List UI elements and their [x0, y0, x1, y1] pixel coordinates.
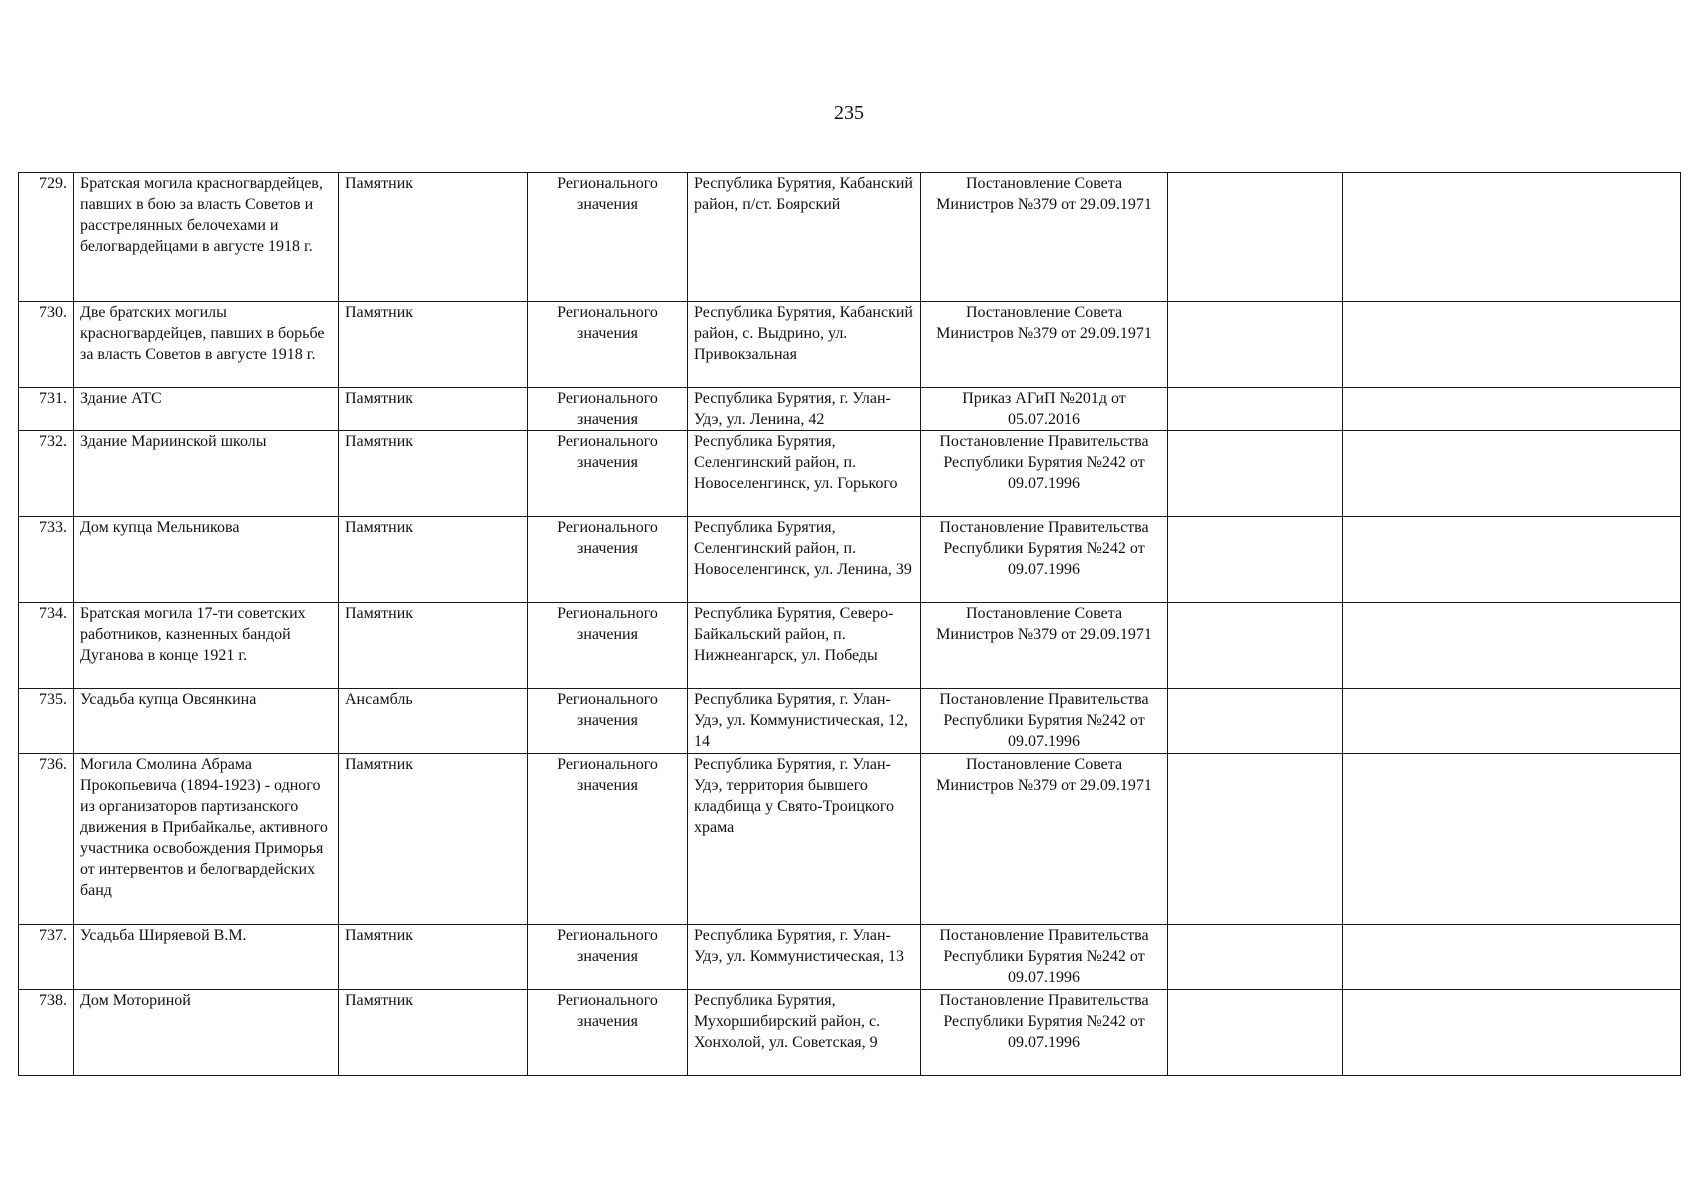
object-category: Регионального значения: [528, 388, 688, 431]
object-address: Республика Бурятия, г. Улан-Удэ, ул. Коммунистическая, 13: [688, 925, 921, 990]
empty-cell: [1168, 603, 1343, 689]
object-category: Регионального значения: [528, 925, 688, 990]
empty-cell: [1343, 990, 1681, 1076]
object-name: Братская могила 17-ти советских работников, казненных бандой Дуганова в конце 1921 г.: [74, 603, 339, 689]
object-type: Памятник: [339, 388, 528, 431]
object-address: Республика Бурятия, г. Улан-Удэ, территория бывшего кладбища у Свято-Троицкого храма: [688, 754, 921, 925]
row-number: 729.: [19, 173, 74, 302]
row-number: 736.: [19, 754, 74, 925]
object-category: Регионального значения: [528, 754, 688, 925]
object-type: Памятник: [339, 925, 528, 990]
object-name: Дом Моториной: [74, 990, 339, 1076]
object-category: Регионального значения: [528, 990, 688, 1076]
legal-document: Постановление Совета Министров №379 от 29.09.1971: [921, 754, 1168, 925]
object-name: Две братских могилы красногвардейцев, павших в борьбе за власть Советов в августе 1918 г.: [74, 302, 339, 388]
empty-cell: [1168, 689, 1343, 754]
empty-cell: [1168, 302, 1343, 388]
object-address: Республика Бурятия, Кабанский район, с. Выдрино, ул. Привокзальная: [688, 302, 921, 388]
object-name: Братская могила красногвардейцев, павших в бою за власть Советов и расстрелянных белочехами и белогвардейцами в августе 1918 г.: [74, 173, 339, 302]
table-row: [19, 925, 1681, 990]
empty-cell: [1168, 388, 1343, 431]
object-name: Усадьба купца Овсянкина: [74, 689, 339, 754]
object-address: Республика Бурятия, Селенгинский район, п. Новоселенгинск, ул. Горького: [688, 431, 921, 517]
legal-document: Приказ АГиП №201д от 05.07.2016: [921, 388, 1168, 431]
object-category: Регионального значения: [528, 173, 688, 302]
empty-cell: [1343, 302, 1681, 388]
legal-document: Постановление Совета Министров №379 от 29.09.1971: [921, 173, 1168, 302]
table-row: [19, 603, 1681, 689]
empty-cell: [1168, 925, 1343, 990]
empty-cell: [1343, 754, 1681, 925]
object-name: Усадьба Ширяевой В.М.: [74, 925, 339, 990]
object-category: Регионального значения: [528, 431, 688, 517]
table-row: [19, 990, 1681, 1076]
row-number: 734.: [19, 603, 74, 689]
table-row: [19, 173, 1681, 302]
row-number: 738.: [19, 990, 74, 1076]
object-address: Республика Бурятия, Кабанский район, п/ст. Боярский: [688, 173, 921, 302]
table-row: [19, 388, 1681, 431]
table-row: [19, 431, 1681, 517]
legal-document: Постановление Правительства Республики Бурятия №242 от 09.07.1996: [921, 517, 1168, 603]
object-type: Памятник: [339, 431, 528, 517]
table-row: [19, 754, 1681, 925]
object-address: Республика Бурятия, г. Улан-Удэ, ул. Коммунистическая, 12, 14: [688, 689, 921, 754]
empty-cell: [1343, 431, 1681, 517]
page-number: 235: [834, 102, 864, 124]
empty-cell: [1343, 603, 1681, 689]
object-type: Ансамбль: [339, 689, 528, 754]
row-number: 730.: [19, 302, 74, 388]
object-name: Могила Смолина Абрама Прокопьевича (1894-1923) - одного из организаторов партизанского движения в Прибайкалье, активного участника освобождения Приморья от интервентов и белогвардейских банд: [74, 754, 339, 925]
empty-cell: [1343, 925, 1681, 990]
object-type: Памятник: [339, 517, 528, 603]
object-type: Памятник: [339, 173, 528, 302]
empty-cell: [1343, 689, 1681, 754]
table-row: [19, 302, 1681, 388]
row-number: 737.: [19, 925, 74, 990]
empty-cell: [1168, 754, 1343, 925]
object-type: Памятник: [339, 990, 528, 1076]
object-category: Регионального значения: [528, 689, 688, 754]
object-address: Республика Бурятия, Селенгинский район, п. Новоселенгинск, ул. Ленина, 39: [688, 517, 921, 603]
table-row: [19, 689, 1681, 754]
legal-document: Постановление Правительства Республики Бурятия №242 от 09.07.1996: [921, 689, 1168, 754]
legal-document: Постановление Правительства Республики Бурятия №242 от 09.07.1996: [921, 431, 1168, 517]
empty-cell: [1168, 173, 1343, 302]
table-row: [19, 517, 1681, 603]
object-address: Республика Бурятия, Мухоршибирский район, с. Хонхолой, ул. Советская, 9: [688, 990, 921, 1076]
row-number: 732.: [19, 431, 74, 517]
object-address: Республика Бурятия, Северо-Байкальский район, п. Нижнеангарск, ул. Победы: [688, 603, 921, 689]
object-type: Памятник: [339, 754, 528, 925]
legal-document: Постановление Правительства Республики Бурятия №242 от 09.07.1996: [921, 990, 1168, 1076]
empty-cell: [1343, 517, 1681, 603]
object-category: Регионального значения: [528, 517, 688, 603]
empty-cell: [1343, 173, 1681, 302]
empty-cell: [1168, 990, 1343, 1076]
legal-document: Постановление Совета Министров №379 от 29.09.1971: [921, 603, 1168, 689]
heritage-registry-table: [18, 172, 1681, 1076]
object-name: Здание Мариинской школы: [74, 431, 339, 517]
row-number: 731.: [19, 388, 74, 431]
object-type: Памятник: [339, 603, 528, 689]
object-category: Регионального значения: [528, 603, 688, 689]
empty-cell: [1343, 388, 1681, 431]
legal-document: Постановление Совета Министров №379 от 29.09.1971: [921, 302, 1168, 388]
object-category: Регионального значения: [528, 302, 688, 388]
row-number: 735.: [19, 689, 74, 754]
object-address: Республика Бурятия, г. Улан-Удэ, ул. Ленина, 42: [688, 388, 921, 431]
empty-cell: [1168, 517, 1343, 603]
row-number: 733.: [19, 517, 74, 603]
object-name: Здание АТС: [74, 388, 339, 431]
object-name: Дом купца Мельникова: [74, 517, 339, 603]
object-type: Памятник: [339, 302, 528, 388]
empty-cell: [1168, 431, 1343, 517]
legal-document: Постановление Правительства Республики Бурятия №242 от 09.07.1996: [921, 925, 1168, 990]
